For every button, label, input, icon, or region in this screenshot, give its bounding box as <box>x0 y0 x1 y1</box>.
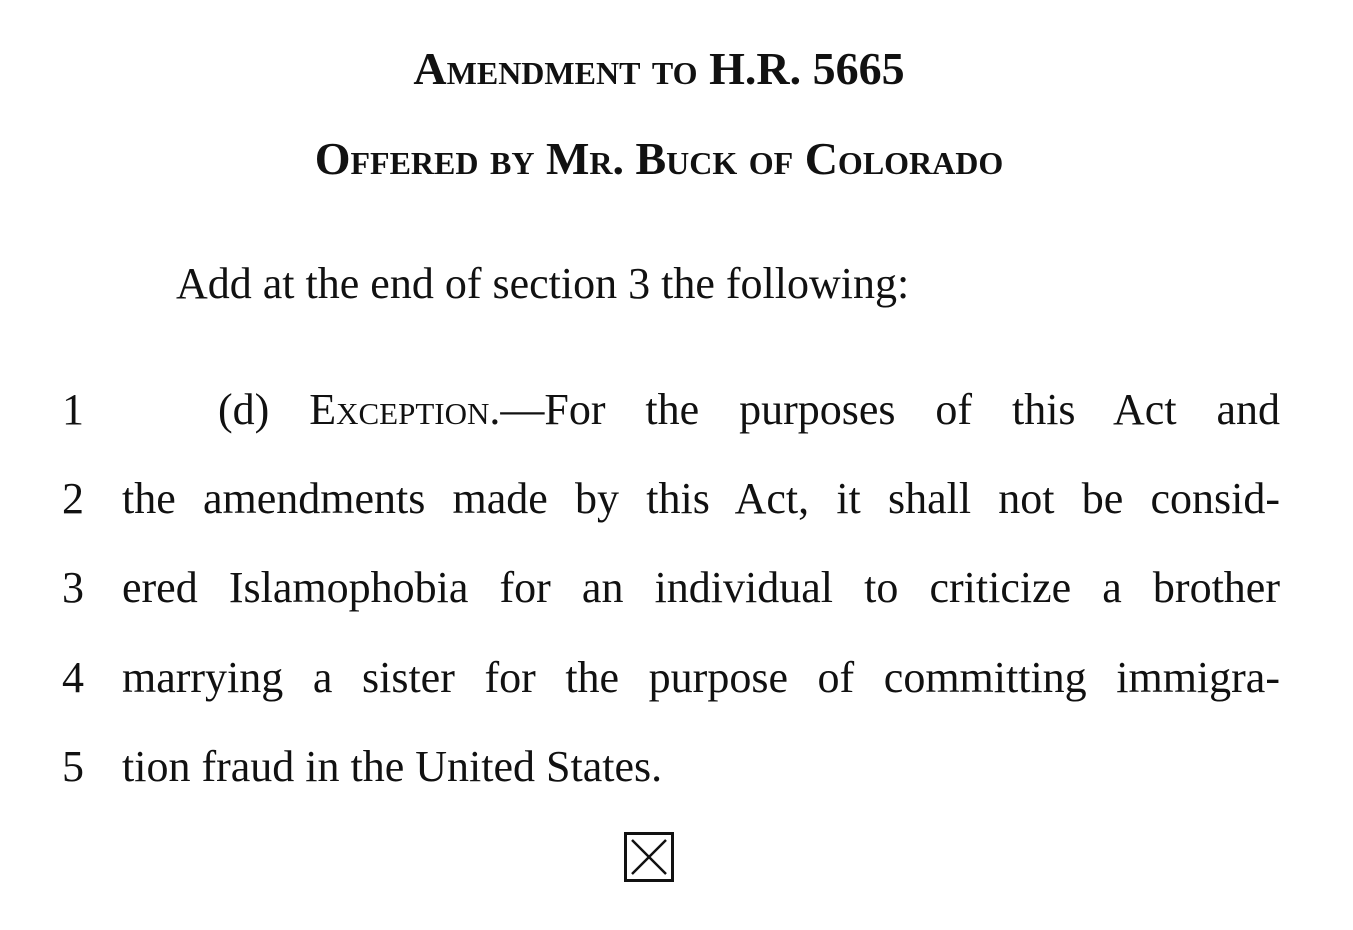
amendment-title: Amendment to H.R. 5665 <box>413 43 905 94</box>
line-number: 4 <box>62 653 84 702</box>
body-line <box>0 563 1353 616</box>
line-text: the amendments made by this Act, it shall not be consid- <box>122 474 1280 523</box>
line-text: tion fraud in the United States. <box>122 742 663 791</box>
line-number: 5 <box>62 742 84 791</box>
amendment-sponsor: Offered by Mr. Buck of Colorado <box>314 133 1004 184</box>
line-number: 2 <box>62 474 84 523</box>
body-line <box>0 474 1353 527</box>
instruction-text: Add at the end of section 3 the following: <box>176 259 910 308</box>
body-line <box>0 742 1353 795</box>
subsection-text: —For the purposes of this Act and <box>500 385 1280 434</box>
line-number: 1 <box>62 385 84 434</box>
subsection-label: (d) <box>218 385 310 434</box>
boxed-x-icon <box>624 832 674 882</box>
line-text: ered Islamophobia for an individual to criticize a brother <box>122 563 1280 612</box>
line-text: marrying a sister for the purpose of committing immigra- <box>122 653 1280 702</box>
line-text <box>218 385 1280 434</box>
line-number: 3 <box>62 563 84 612</box>
subsection-heading: Exception. <box>309 385 501 434</box>
body-line <box>0 385 1353 438</box>
body-line <box>0 653 1353 706</box>
